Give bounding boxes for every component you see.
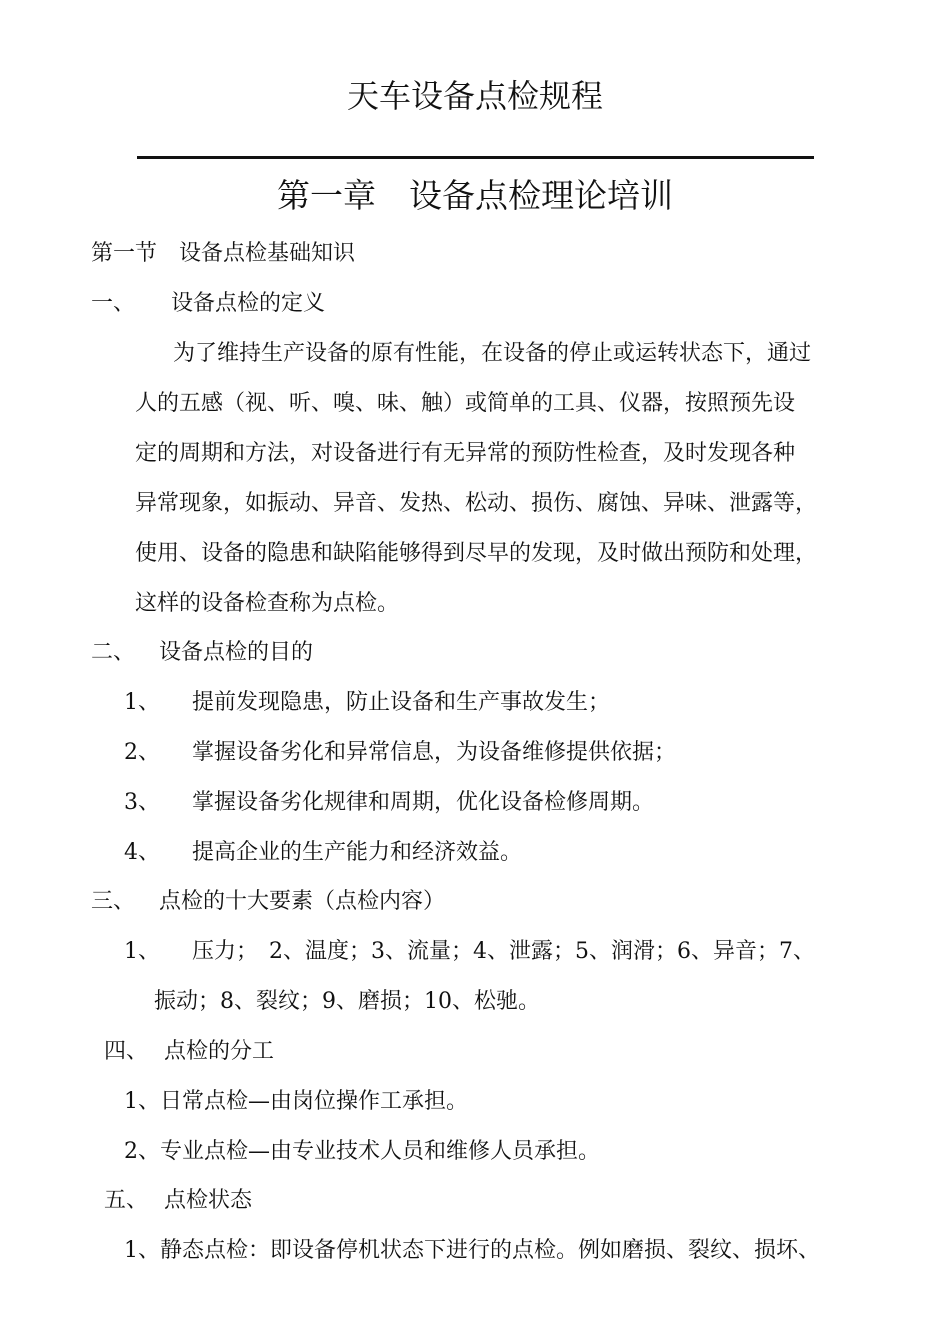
part3-item-number: 1、 xyxy=(124,939,160,964)
part1-paragraph-line: 使用、设备的隐患和缺陷能够得到尽早的发现，及时做出预防和处理， xyxy=(135,541,818,566)
part3-heading: 点检的十大要素（点检内容） xyxy=(159,889,446,914)
title-divider xyxy=(137,156,814,159)
part5-heading: 点检状态 xyxy=(164,1188,253,1213)
part4-item: 2、专业点检—由专业技术人员和维修人员承担。 xyxy=(124,1139,600,1164)
part3-item-line: 振动；8、裂纹；9、磨损；10、松驰。 xyxy=(154,989,540,1014)
part2-item-text: 提高企业的生产能力和经济效益。 xyxy=(192,840,523,865)
part3-item-line: 压力； 2、温度；3、流量；4、泄露；5、润滑；6、异音；7、 xyxy=(192,939,815,964)
part2-number: 二、 xyxy=(91,640,136,665)
part1-paragraph-line: 异常现象，如振动、异音、发热、松动、损伤、腐蚀、异味、泄露等， xyxy=(135,491,818,516)
chapter-title: 第一章 设备点检理论培训 xyxy=(277,176,673,215)
part1-paragraph-line: 人的五感（视、听、嗅、味、触）或简单的工具、仪器，按照预先设 xyxy=(135,391,796,416)
part2-item-number: 4、 xyxy=(124,840,160,865)
part4-item: 1、日常点检—由岗位操作工承担。 xyxy=(124,1089,468,1114)
part2-item-number: 3、 xyxy=(124,790,160,815)
part5-item: 1、静态点检：即设备停机状态下进行的点检。例如磨损、裂纹、损坏、 xyxy=(124,1238,820,1263)
part2-heading: 设备点检的目的 xyxy=(159,640,314,665)
part1-paragraph-line: 为了维持生产设备的原有性能，在设备的停止或运转状态下，通过 xyxy=(173,341,812,366)
part1-paragraph-line: 这样的设备检查称为点检。 xyxy=(135,591,400,616)
section-title: 第一节 设备点检基础知识 xyxy=(91,241,356,266)
part2-item-number: 1、 xyxy=(124,690,160,715)
document-title: 天车设备点检规程 xyxy=(346,77,603,115)
part2-item-number: 2、 xyxy=(124,740,160,765)
part2-item-text: 掌握设备劣化和异常信息，为设备维修提供依据； xyxy=(192,740,677,765)
part1-heading: 设备点检的定义 xyxy=(171,291,326,316)
part1-paragraph-line: 定的周期和方法，对设备进行有无异常的预防性检查，及时发现各种 xyxy=(135,441,796,466)
part2-item-text: 掌握设备劣化规律和周期，优化设备检修周期。 xyxy=(192,790,655,815)
part4-number: 四、 xyxy=(104,1039,149,1064)
part2-item-text: 提前发现隐患，防止设备和生产事故发生； xyxy=(192,690,611,715)
part5-number: 五、 xyxy=(104,1188,149,1213)
part4-heading: 点检的分工 xyxy=(164,1039,275,1064)
part3-number: 三、 xyxy=(91,889,136,914)
part1-number: 一、 xyxy=(91,291,136,316)
